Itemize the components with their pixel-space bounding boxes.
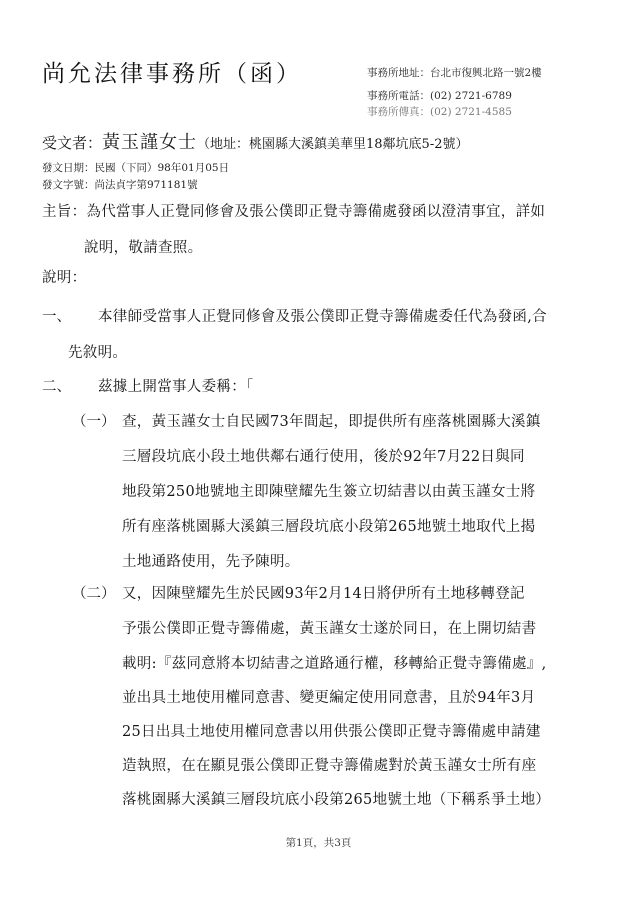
recipient-address: （地址：桃園縣大溪鎮美華里18鄰坑底5-2號）	[197, 137, 469, 152]
recipient-line	[42, 128, 469, 154]
recipient-name: 黃玉謹女士	[102, 132, 198, 153]
item-two-number: （二）	[72, 586, 116, 602]
issue-date: 發文日期：民國（下同）98年01月05日	[42, 162, 230, 174]
subject-line-2: 說明，敬請查照。	[84, 240, 203, 256]
section-one-number: 一、	[42, 309, 71, 325]
reference-number: 發文字號：尚法貞字第971181號	[42, 179, 198, 191]
section-one-line-1: 本律師受當事人正覺同修會及張公僕即正覺寺籌備處委任代為發函,合	[98, 309, 547, 325]
section-one-line-2: 先敘明。	[68, 345, 128, 361]
firm-title: 尚允法律事務所（函）	[42, 61, 302, 87]
item-one-line: 所有座落桃園縣大溪鎮三層段坑底小段第265地號土地取代上揭	[122, 519, 536, 535]
item-one-line: 土地通路使用，先予陳明。	[122, 554, 300, 570]
page-footer: 第1頁，共3頁	[285, 837, 352, 849]
section-two-number: 二、	[42, 379, 71, 395]
item-two-line: 並出具土地使用權同意書、變更編定使用同意書，且於94年3月	[122, 690, 536, 706]
recipient-label: 受文者：	[42, 134, 103, 152]
item-one-line: 地段第250地號地主即陳壁耀先生簽立切結書以由黃玉謹女士將	[122, 484, 536, 500]
firm-fax: 事務所傳真：(02) 2721-4585	[367, 106, 512, 118]
item-two-line: 予張公僕即正覺寺籌備處，黃玉謹女士遂於同日，在上開切結書	[122, 621, 537, 637]
item-two-line: 又，因陳壁耀先生於民國93年2月14日將伊所有土地移轉登記	[122, 586, 525, 602]
item-one-line: 三層段坑底小段土地供鄰右通行使用，後於92年7月22日與同	[122, 449, 525, 465]
subject-line-1: 主旨：為代當事人正覺同修會及張公僕即正覺寺籌備處發函以澄清事宜，詳如	[42, 204, 546, 220]
firm-address: 事務所地址：台北市復興北路一號2樓	[367, 67, 542, 79]
item-two-line: 25日出具土地使用權同意書以用供張公僕即正覺寺籌備處申請建	[122, 724, 541, 740]
section-two-intro: 茲據上開當事人委稱：「	[98, 379, 254, 395]
firm-phone: 事務所電話：(02) 2721-6789	[367, 90, 512, 102]
item-two-line: 載明:『茲同意將本切結書之道路通行權，移轉給正覺寺籌備處』,	[122, 656, 547, 672]
item-two-line: 落桃園縣大溪鎮三層段坑底小段第265地號土地（下稱系爭土地）	[122, 792, 551, 808]
item-one-line: 查，黃玉謹女士自民國73年間起，即提供所有座落桃園縣大溪鎮	[122, 414, 541, 430]
explanation-label: 說明：	[42, 270, 87, 286]
item-one-number: （一）	[72, 414, 116, 430]
item-two-line: 造執照，在在顯見張公僕即正覺寺籌備處對於黃玉謹女士所有座	[122, 758, 537, 774]
